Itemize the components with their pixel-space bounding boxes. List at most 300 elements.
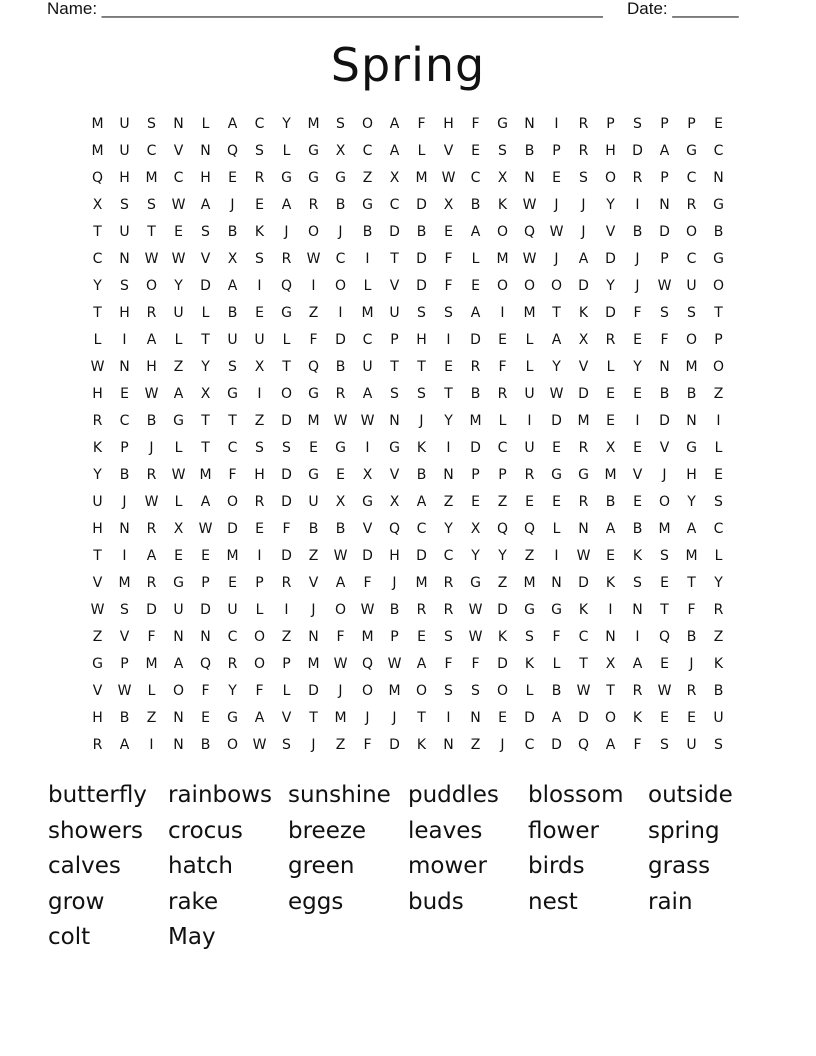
grid-letter: R	[497, 385, 508, 402]
grid-letter: X	[92, 196, 103, 213]
grid-letter: M	[334, 710, 347, 727]
grid-letter: L	[201, 115, 210, 132]
grid-letter: C	[470, 169, 481, 186]
grid-letter: W	[657, 683, 672, 700]
page-title: Spring	[330, 38, 486, 92]
grid-letter: O	[334, 277, 347, 294]
grid-letter: L	[363, 277, 372, 294]
word-list-item: showers	[48, 817, 144, 844]
grid-letter: M	[658, 520, 671, 537]
grid-letter: N	[551, 575, 562, 592]
grid-letter: W	[468, 602, 483, 619]
grid-row	[84, 326, 732, 353]
grid-letter: R	[146, 575, 157, 592]
grid-letter: V	[281, 710, 292, 727]
grid-letter: T	[687, 575, 696, 592]
grid-letter: O	[253, 629, 266, 646]
grid-letter: S	[282, 439, 291, 456]
grid-letter: G	[578, 466, 589, 483]
grid-letter: I	[365, 250, 370, 267]
grid-letter: J	[689, 656, 694, 673]
grid-letter: D	[416, 548, 427, 565]
grid-letter: M	[361, 629, 374, 646]
grid-letter: J	[581, 196, 586, 213]
grid-letter: E	[201, 548, 210, 565]
grid-letter: R	[713, 602, 724, 619]
word-list-item: butterfly	[48, 782, 147, 808]
grid-letter: H	[443, 115, 454, 132]
grid-row	[84, 110, 732, 137]
grid-letter: J	[500, 737, 505, 754]
grid-letter: A	[470, 304, 481, 321]
grid-letter: O	[334, 602, 347, 619]
word-list-item: crocus	[168, 817, 243, 844]
grid-letter: I	[122, 331, 127, 348]
grid-letter: W	[360, 602, 375, 619]
grid-letter: L	[255, 602, 264, 619]
grid-letter: X	[389, 169, 400, 186]
grid-letter: M	[307, 412, 320, 429]
grid-letter: L	[282, 331, 291, 348]
grid-letter: B	[524, 142, 535, 159]
grid-letter: B	[362, 223, 373, 240]
grid-letter: J	[581, 223, 586, 240]
grid-letter: B	[713, 683, 724, 700]
grid-letter: I	[527, 412, 532, 429]
grid-letter: N	[524, 169, 535, 186]
grid-letter: M	[307, 115, 320, 132]
grid-letter: G	[362, 196, 373, 213]
grid-letter: F	[444, 250, 453, 267]
word-list-item: flower	[528, 817, 599, 844]
grid-letter: H	[92, 385, 103, 402]
word-list-item: rain	[648, 888, 693, 915]
grid-letter: P	[660, 250, 669, 267]
grid-letter: Q	[199, 656, 212, 673]
grid-row	[84, 434, 732, 461]
grid-letter: R	[92, 412, 103, 429]
grid-letter: D	[335, 331, 346, 348]
grid-letter: B	[416, 223, 427, 240]
grid-letter: Y	[228, 683, 237, 700]
grid-letter: D	[578, 710, 589, 727]
grid-letter: Y	[201, 358, 210, 375]
grid-letter: Y	[714, 575, 723, 592]
grid-letter: O	[550, 277, 563, 294]
grid-letter: L	[201, 304, 210, 321]
grid-letter: S	[417, 304, 426, 321]
grid-letter: I	[284, 602, 289, 619]
grid-letter: C	[524, 737, 535, 754]
grid-letter: Z	[443, 493, 454, 510]
grid-letter: H	[146, 358, 157, 375]
grid-letter: E	[660, 710, 669, 727]
grid-letter: A	[227, 115, 238, 132]
grid-letter: Y	[498, 548, 507, 565]
grid-letter: V	[443, 142, 454, 159]
grid-letter: O	[280, 385, 293, 402]
grid-letter: Y	[552, 358, 561, 375]
grid-letter: N	[173, 115, 184, 132]
grid-letter: W	[549, 223, 564, 240]
grid-letter: B	[119, 710, 130, 727]
grid-letter: I	[257, 385, 262, 402]
grid-letter: P	[606, 115, 615, 132]
grid-letter: I	[446, 710, 451, 727]
grid-letter: U	[173, 304, 184, 321]
grid-letter: F	[687, 602, 696, 619]
grid-letter: S	[147, 115, 156, 132]
grid-letter: D	[659, 223, 670, 240]
grid-letter: E	[606, 548, 615, 565]
grid-letter: R	[335, 385, 346, 402]
grid-letter: A	[605, 520, 616, 537]
grid-letter: Z	[713, 629, 724, 646]
grid-letter: N	[443, 737, 454, 754]
grid-letter: A	[632, 656, 643, 673]
grid-letter: P	[120, 439, 129, 456]
grid-letter: A	[686, 520, 697, 537]
grid-letter: Q	[496, 520, 509, 537]
grid-row	[84, 732, 732, 759]
grid-row	[84, 380, 732, 407]
grid-letter: D	[578, 385, 589, 402]
grid-letter: Z	[335, 737, 346, 754]
grid-letter: R	[470, 358, 481, 375]
grid-letter: U	[389, 304, 400, 321]
grid-letter: L	[552, 520, 561, 537]
grid-letter: N	[173, 710, 184, 727]
word-list-item: grow	[48, 888, 105, 915]
grid-letter: P	[714, 331, 723, 348]
grid-letter: U	[119, 223, 130, 240]
grid-letter: A	[389, 115, 400, 132]
grid-letter: I	[500, 304, 505, 321]
grid-letter: T	[309, 710, 318, 727]
grid-letter: Z	[254, 412, 265, 429]
grid-letter: N	[173, 737, 184, 754]
grid-letter: E	[660, 656, 669, 673]
grid-letter: U	[92, 493, 103, 510]
grid-letter: X	[335, 142, 346, 159]
grid-letter: C	[173, 169, 184, 186]
grid-letter: Y	[282, 115, 291, 132]
grid-letter: C	[362, 142, 373, 159]
grid-letter: Z	[281, 629, 292, 646]
grid-letter: H	[200, 169, 211, 186]
grid-letter: E	[444, 358, 453, 375]
grid-letter: K	[578, 304, 589, 321]
grid-letter: L	[552, 656, 561, 673]
grid-row	[84, 678, 732, 705]
grid-row	[84, 191, 732, 218]
grid-letter: R	[416, 602, 427, 619]
grid-letter: F	[444, 656, 453, 673]
grid-letter: U	[119, 142, 130, 159]
grid-letter: A	[254, 710, 265, 727]
grid-letter: S	[147, 196, 156, 213]
grid-letter: X	[443, 196, 454, 213]
grid-letter: R	[632, 169, 643, 186]
grid-letter: D	[551, 412, 562, 429]
grid-letter: N	[713, 169, 724, 186]
grid-letter: U	[227, 602, 238, 619]
grid-letter: L	[147, 683, 156, 700]
grid-letter: C	[227, 629, 238, 646]
grid-letter: E	[174, 548, 183, 565]
grid-letter: R	[578, 115, 589, 132]
grid-letter: B	[416, 466, 427, 483]
grid-letter: F	[363, 737, 372, 754]
grid-letter: M	[118, 575, 131, 592]
grid-letter: R	[254, 493, 265, 510]
grid-letter: A	[173, 385, 184, 402]
grid-letter: P	[498, 466, 507, 483]
grid-letter: G	[551, 602, 562, 619]
grid-letter: E	[552, 439, 561, 456]
grid-letter: U	[119, 115, 130, 132]
grid-letter: A	[551, 331, 562, 348]
grid-letter: R	[443, 575, 454, 592]
grid-letter: N	[605, 629, 616, 646]
name-field: Name: _____________________________________________________	[47, 0, 603, 18]
grid-letter: Z	[362, 169, 373, 186]
grid-letter: L	[174, 439, 183, 456]
grid-letter: Y	[444, 412, 453, 429]
grid-letter: P	[255, 575, 264, 592]
grid-letter: J	[365, 710, 370, 727]
grid-letter: O	[226, 493, 239, 510]
grid-letter: B	[335, 520, 346, 537]
grid-letter: W	[90, 602, 105, 619]
grid-letter: P	[660, 115, 669, 132]
grid-letter: T	[201, 331, 210, 348]
grid-letter: M	[685, 358, 698, 375]
grid-letter: R	[578, 439, 589, 456]
grid-letter: I	[608, 602, 613, 619]
grid-letter: S	[660, 304, 669, 321]
grid-letter: C	[92, 250, 103, 267]
grid-letter: D	[632, 142, 643, 159]
grid-letter: S	[525, 629, 534, 646]
grid-letter: I	[311, 277, 316, 294]
grid-letter: D	[524, 710, 535, 727]
grid-letter: R	[632, 683, 643, 700]
grid-letter: B	[389, 602, 400, 619]
grid-letter: F	[228, 466, 237, 483]
grid-letter: E	[498, 710, 507, 727]
grid-letter: O	[604, 169, 617, 186]
grid-letter: F	[633, 737, 642, 754]
grid-row	[84, 461, 732, 488]
grid-letter: X	[200, 385, 211, 402]
grid-letter: O	[685, 223, 698, 240]
grid-letter: T	[417, 710, 426, 727]
grid-letter: V	[389, 466, 400, 483]
grid-letter: M	[415, 169, 428, 186]
grid-letter: W	[576, 683, 591, 700]
grid-letter: B	[605, 493, 616, 510]
date-field: Date: _______	[627, 0, 739, 18]
grid-letter: T	[147, 223, 156, 240]
grid-letter: D	[200, 277, 211, 294]
grid-letter: Z	[713, 385, 724, 402]
grid-letter: G	[227, 710, 238, 727]
grid-letter: A	[335, 575, 346, 592]
grid-letter: D	[551, 737, 562, 754]
grid-letter: I	[554, 115, 559, 132]
grid-letter: C	[389, 196, 400, 213]
grid-row	[84, 488, 732, 515]
grid-letter: N	[173, 629, 184, 646]
grid-letter: W	[171, 466, 186, 483]
grid-letter: F	[336, 629, 345, 646]
grid-letter: T	[228, 412, 237, 429]
grid-letter: H	[92, 520, 103, 537]
grid-letter: U	[713, 710, 724, 727]
grid-letter: B	[659, 385, 670, 402]
grid-letter: S	[282, 737, 291, 754]
grid-letter: S	[120, 196, 129, 213]
grid-letter: F	[363, 575, 372, 592]
word-list-item: spring	[648, 817, 720, 844]
grid-letter: E	[498, 331, 507, 348]
grid-letter: L	[498, 412, 507, 429]
grid-letter: O	[253, 656, 266, 673]
grid-letter: H	[605, 142, 616, 159]
grid-letter: W	[252, 737, 267, 754]
grid-letter: I	[149, 737, 154, 754]
grid-letter: K	[92, 439, 103, 456]
grid-letter: O	[307, 223, 320, 240]
grid-letter: M	[361, 304, 374, 321]
grid-letter: D	[281, 548, 292, 565]
grid-letter: A	[389, 142, 400, 159]
grid-row	[84, 705, 732, 732]
grid-letter: D	[470, 439, 481, 456]
grid-letter: A	[200, 493, 211, 510]
grid-row	[84, 353, 732, 380]
grid-letter: L	[417, 142, 426, 159]
grid-letter: W	[360, 412, 375, 429]
grid-letter: G	[308, 466, 319, 483]
grid-letter: M	[91, 115, 104, 132]
grid-letter: W	[468, 629, 483, 646]
grid-letter: Q	[658, 629, 671, 646]
grid-letter: C	[254, 115, 265, 132]
word-list-item: sunshine	[288, 782, 391, 808]
grid-letter: E	[471, 493, 480, 510]
grid-letter: X	[227, 250, 238, 267]
grid-letter: L	[525, 683, 534, 700]
grid-letter: T	[201, 412, 210, 429]
grid-row	[84, 272, 732, 299]
grid-row	[84, 137, 732, 164]
grid-letter: S	[660, 737, 669, 754]
grid-letter: W	[522, 196, 537, 213]
grid-letter: J	[662, 466, 667, 483]
grid-letter: V	[173, 142, 184, 159]
grid-letter: A	[470, 223, 481, 240]
grid-letter: Q	[361, 656, 374, 673]
grid-letter: L	[174, 493, 183, 510]
grid-letter: Z	[497, 493, 508, 510]
grid-letter: M	[496, 250, 509, 267]
grid-letter: J	[392, 575, 397, 592]
word-list-item: buds	[408, 888, 464, 915]
grid-letter: Y	[606, 196, 615, 213]
grid-letter: W	[522, 250, 537, 267]
grid-letter: V	[92, 683, 103, 700]
grid-letter: N	[119, 358, 130, 375]
grid-letter: S	[633, 115, 642, 132]
grid-letter: B	[551, 683, 562, 700]
grid-letter: A	[578, 250, 589, 267]
grid-letter: Q	[91, 169, 104, 186]
grid-letter: D	[659, 412, 670, 429]
grid-letter: L	[525, 331, 534, 348]
grid-letter: S	[471, 683, 480, 700]
grid-letter: Y	[687, 493, 696, 510]
grid-letter: A	[173, 656, 184, 673]
grid-row	[84, 651, 732, 678]
grid-letter: W	[657, 277, 672, 294]
grid-letter: Q	[388, 520, 401, 537]
grid-letter: E	[606, 412, 615, 429]
grid-letter: G	[173, 575, 184, 592]
grid-letter: D	[200, 602, 211, 619]
word-list-item: eggs	[288, 888, 344, 915]
grid-letter: V	[119, 629, 130, 646]
grid-letter: N	[389, 412, 400, 429]
grid-letter: Y	[93, 277, 102, 294]
grid-letter: G	[470, 575, 481, 592]
grid-letter: O	[145, 277, 158, 294]
grid-letter: A	[416, 656, 427, 673]
grid-letter: V	[605, 223, 616, 240]
grid-letter: N	[578, 520, 589, 537]
grid-letter: P	[201, 575, 210, 592]
grid-letter: O	[496, 683, 509, 700]
grid-letter: O	[685, 331, 698, 348]
grid-letter: U	[308, 493, 319, 510]
grid-letter: O	[361, 683, 374, 700]
grid-letter: K	[713, 656, 724, 673]
grid-letter: Z	[524, 548, 535, 565]
grid-letter: R	[281, 575, 292, 592]
grid-letter: L	[282, 683, 291, 700]
word-list-item: colt	[48, 924, 91, 951]
grid-letter: Q	[577, 737, 590, 754]
grid-letter: E	[552, 493, 561, 510]
grid-letter: G	[173, 412, 184, 429]
grid-letter: K	[416, 737, 427, 754]
grid-letter: Y	[174, 277, 183, 294]
grid-letter: T	[201, 439, 210, 456]
grid-letter: J	[149, 439, 154, 456]
grid-letter: S	[255, 250, 264, 267]
grid-letter: B	[308, 520, 319, 537]
grid-letter: E	[255, 304, 264, 321]
grid-letter: Y	[93, 466, 102, 483]
grid-letter: K	[578, 602, 589, 619]
grid-letter: G	[524, 602, 535, 619]
grid-letter: F	[282, 520, 291, 537]
grid-letter: O	[712, 277, 725, 294]
grid-letter: T	[660, 602, 669, 619]
grid-letter: P	[282, 656, 291, 673]
grid-letter: T	[93, 548, 102, 565]
